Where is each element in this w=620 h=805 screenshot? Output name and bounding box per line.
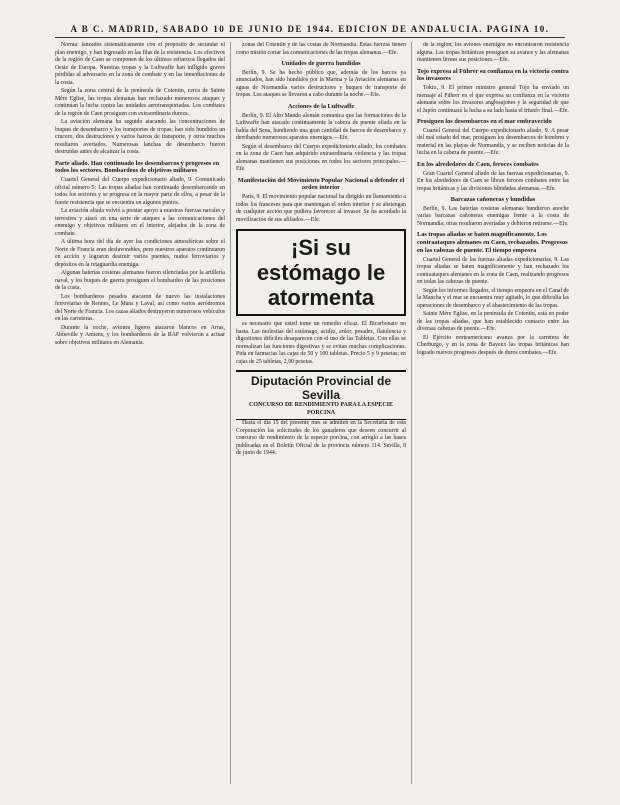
article-headline: Prosiguen los desembarcos en el mar embravecido: [417, 118, 552, 126]
paragraph: Hasta el día 15 del presente mes se admiten en la Secretaría de esta Corporación las solicitudes de los ganaderos que deseen concurrir al concurso de rendimiento de la especie porcina, con arreglo a las bases publicadas en el Boletín Oficial de la provincia número 114. Sevilla, 8 de junio de 1944.: [236, 420, 406, 457]
ad-headline-line-1: ¡Si su estómago le: [256, 235, 386, 286]
paragraph: A última hora del día de ayer las condiciones atmosféricas sobre el Norte de Francia eran desfavorables, pero nuestros aparatos continuaron en acción y lograron destruir varios puentes, nudos ferroviarios y depósitos en la retaguardia enemiga.: [55, 239, 225, 268]
column-divider: [230, 42, 231, 784]
notice-title: Diputación Provincial de Sevilla: [250, 374, 392, 403]
article-headline: Acciones de la Luftwaffe: [287, 102, 355, 110]
paragraph: Según el desembarco del Cuerpo expedicionario aliado, los combates en la zona de Caen han adquirido extraordinaria violencia y las tropas alemanas mantienen sus posiciones en todos los sectores principales.—Efe.: [236, 143, 406, 173]
paragraph: de la región; los aviones enemigos no encontraron resistencia alguna. Las tropas británicas prosiguen su avance y las alemanas mantienen firmes sus posiciones.—Efe.: [417, 42, 569, 63]
paragraph: Los bombarderos pesados atacaron de nuevo las instalaciones ferroviarias de Rennes, Le Mans y Laval, así como varios aeródromos del Norte de Francia. Los cazas aliados destruyeron numerosos vehículos en las carreteras.: [55, 293, 225, 323]
article-headline: Manifestación del Movimiento Popular Nacional a defender el orden interior: [237, 176, 405, 192]
paragraph: Durante la noche, aviones ligeros atacaron blancos en Arras, Abbeville y Amiens, y los bombarderos de la RAF volvieron a actuar sobre objetivos militares en Alemania.: [55, 324, 225, 346]
paragraph: Berlín, 9. El Alto Mando alemán comunica que las formaciones de la Luftwaffe han atacado continuamente la cabeza de puente aliada en la bahía del Sena, hundiendo una gran cantidad de barcos de desembarco y derribando numerosos aparatos enemigos.—Efe.: [236, 112, 406, 142]
column-1: [55, 42, 225, 784]
paragraph: El Ejército norteamericano avanza por la carretera de Cherburgo, y en la zona de Bayeux las tropas británicas han logrado nuevos progresos después de duros combates.—Efe.: [417, 334, 569, 356]
paragraph: Gran Cuartel General aliado de las fuerzas expedicionarias, 9. En los alrededores de Caen se libran feroces combates entre las tropas británicas y las divisiones blindadas alemanas.—Efe.: [417, 170, 569, 192]
paragraph: Berlín, 9. Se ha hecho público que, además de los barcos ya anunciados, han sido hundidos por la Marina y la Aviación alemanas en aguas de Normandía varios destructores y buques de transporte de tropas. Los ataques se llevaron a cabo durante la noche.—Efe.: [236, 69, 406, 99]
article-headline: Unidades de guerra hundidas: [281, 60, 361, 67]
paragraph: zonas del Cotentin y de las costas de Normandía. Estas fuerzas tienen como misión cortar las comunicaciones de las tropas alemanas.—Efe.: [236, 42, 406, 56]
header-rule: [55, 37, 565, 38]
paragraph: Según los informes llegados, el tiempo empeora en el Canal de la Mancha y el mar se encuentra muy agitado, lo que dificulta las operaciones de desembarco y el abastecimiento de las tropas.: [417, 287, 569, 309]
paragraph: Cuartel General de las fuerzas aliadas expedicionarias, 9. Las tropas aliadas se baten magníficamente y han rechazado los contraataques alemanes en la zona de Caen, realizando progresos en todas las cabezas de puente.: [417, 256, 569, 286]
column-3: [417, 42, 569, 784]
paragraph: Tokio, 9. El primer ministro general Tojo ha enviado un mensaje al Führer en el que expresa su confianza en la victoria alemana sobre los invasores anglosajones y la seguridad de que el Japón continuará la lucha a su lado hasta el triunfo final.—Efe.: [417, 85, 569, 114]
paragraph: La aviación aliada volvió a prestar apoyo a nuestras fuerzas navales y terrestres y atacó en una serie de ataques a las comunicaciones del enemigo y objetivos militares en el interior, alejados de la zona de combate.: [55, 208, 225, 237]
article-headline: Barcazas cañoneras y hundidas: [450, 196, 536, 204]
paragraph: Cuartel General del Cuerpo expedicionario aliado, 9. Comunicado oficial número 5: Las tropas aliadas han continuado desembarcando en todos los sectores y se progresa en la mayor parte de ellos, a pesar de la fuerte resistencia que se encuentra en algunos puntos.: [55, 177, 225, 206]
page-header: A B C. MADRID, SABADO 10 DE JUNIO DE 1944. EDICION DE ANDALUCIA. PAGINA 10.: [70, 24, 550, 34]
column-2: [236, 42, 406, 784]
article-headline: Tojo expresa al Führer su confianza en la victoria contra los invasores: [417, 67, 569, 83]
ad-headline-line-2: atormenta: [267, 285, 375, 311]
stomach-remedy-ad: [236, 229, 406, 316]
column-divider: [411, 42, 412, 784]
article-headline: Las tropas aliadas se baten magníficamente. Los contraataques alemanes en Caen, rechazados. Progresos en las cabezas de puente. El tiempo empeora: [417, 231, 568, 255]
article-headline: Parte aliado. Han continuado los desembarcos y progresos en todos los sectores. Bombardeos de objetivos militares: [55, 159, 220, 175]
article-headline: En los alrededores de Caen, feroces combates: [417, 160, 539, 168]
paragraph: Sainte Mère Eglise, en la península de Cotentin, está en poder de las tropas aliadas, que han establecido contacto entre las diversas cabezas de puente.—Efe.: [417, 311, 569, 333]
ad-body: es necesario que usted tome un remedio eficaz. El Bicarbonato no basta. Las molestias del estómago, acidez, ardor, pesadez, flatulencia y digestiones difíciles desaparecen con el uso de las Tabletas. Con ellas se normalizan las funciones digestivas y se evitan muchas complicaciones. Pida en farmacias las cajas de 50 y 100 tabletas. Precio 5 y 9 pesetas; en cajas de 25 tabletas, 2,90 pesetas.: [236, 321, 406, 365]
paragraph: Berlín, 9. Las baterías costeras alemanas hundieron anoche varias barcazas cañoneras enemigas frente a la costa de Normandía; otras resultaron averiadas y debieron retirarse.—Efe.: [417, 205, 569, 227]
paragraph: La aviación alemana ha seguido atacando las concentraciones de buques de desembarco y los transportes de tropas; han sido hundidos un crucero, dos destructores y varios barcos de transporte, y otros muchos resultaron averiados. Numerosas lanchas de desembarco fueron destruidas antes de alcanzar la costa.: [55, 119, 225, 155]
paragraph: Algunas baterías costeras alemanas fueron silenciadas por la artillería naval, y los buques de guerra prosiguen el bombardeo de las posiciones de la costa.: [55, 270, 225, 292]
paragraph: París, 9. El movimiento popular nacional ha dirigido un llamamiento a todos los franceses para que mantengan el orden interior y se abstengan de cualquier acción que pudiera favorecer al invasor. Se ha acordado la movilización de sus afiliados.—Efe.: [236, 194, 406, 223]
diputacion-notice: [236, 370, 406, 420]
paragraph: Norma: lanzados sistemáticamente con el propósito de secundar el plan enemigo, y han ingresado en las filas de la resistencia. Los efectivos de la región de Caen se componen de los últimos refuerzos llegados del Oeste de Europa. Nuestras tropas y la Luftwaffe han infligido graves pérdidas al adversario en la zona de combate y en las inmediaciones de la costa.: [55, 42, 225, 86]
paragraph: Cuartel General del Cuerpo expedicionario aliado, 9. A pesar del mal estado del mar, prosiguen los desembarcos de hombres y material en las playas de Normandía, y se reciben noticias de la lucha en la cabeza de puente.—Efe.: [417, 127, 569, 157]
notice-subtitle: CONCURSO DE RENDIMIENTO PARA LA ESPECIE PORCINA: [249, 402, 393, 416]
paragraph: Según la zona central de la península de Cotentin, cerca de Sainte Mère Eglise, las tropas alemanas han rechazado numerosos ataques y continúan la lucha contra las unidades aerotransportadas. Los combates de la región de Caen prosiguen con extraordinaria dureza.: [55, 88, 225, 117]
